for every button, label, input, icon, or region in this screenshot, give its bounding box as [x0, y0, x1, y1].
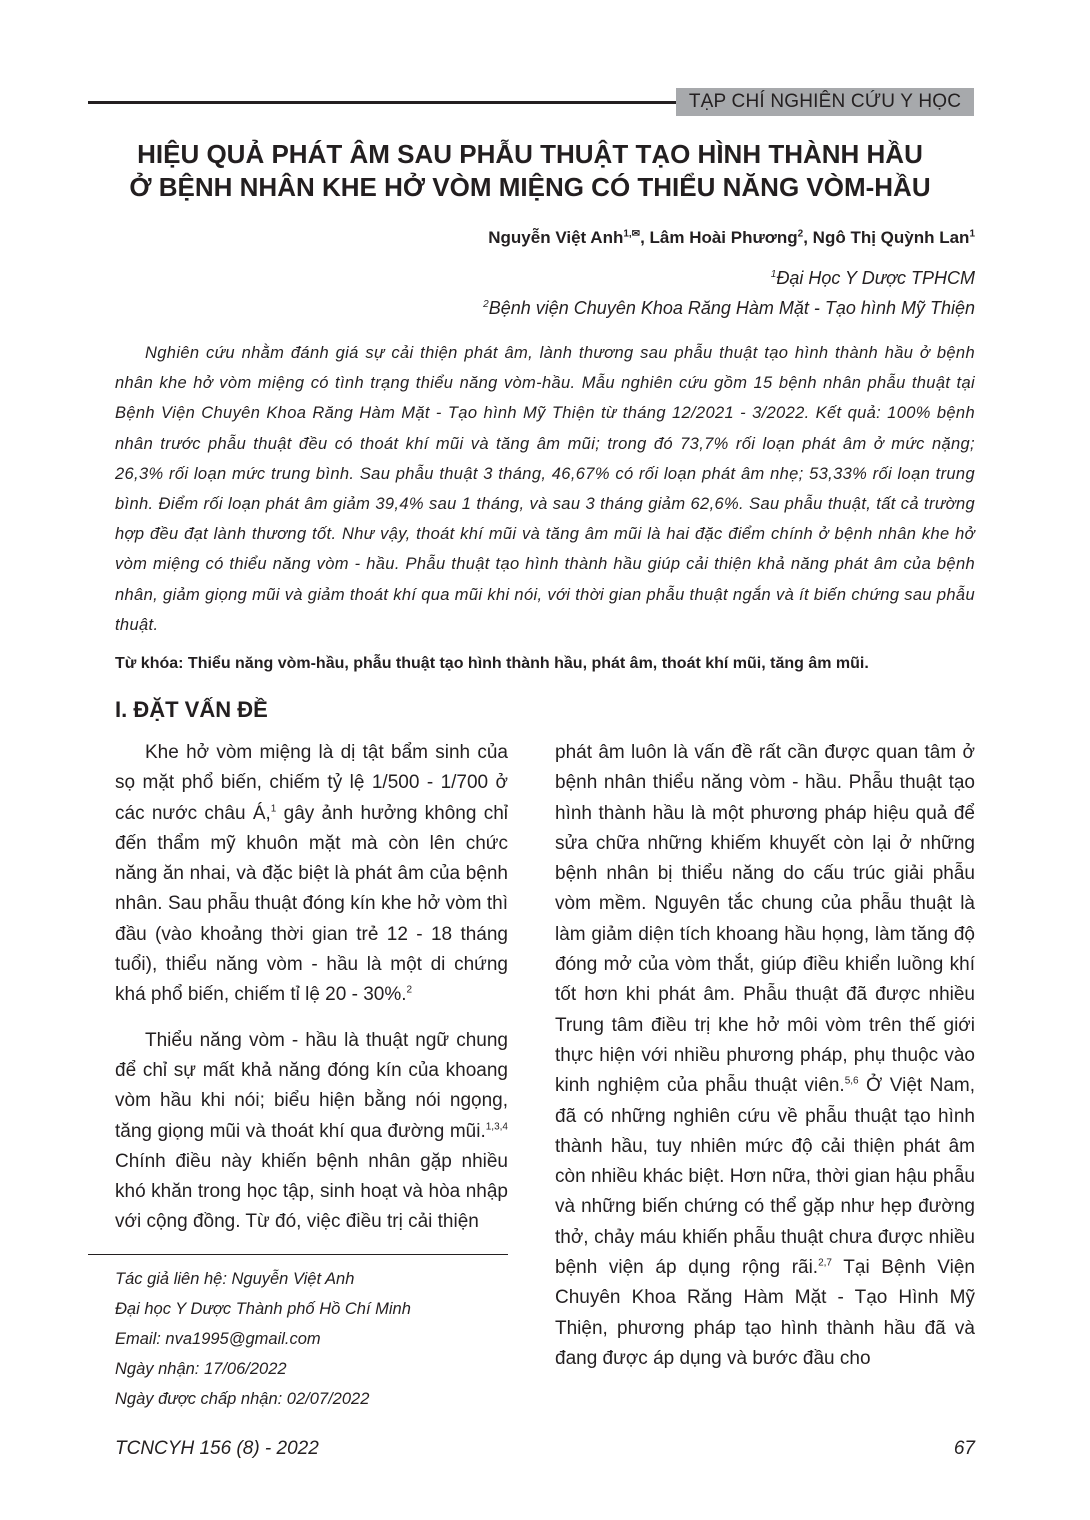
text: Khe hở vòm miệng là dị tật bẩm sinh của sọ mặt phổ biến, chiếm tỷ lệ 1/500 - 1/700 ở các nước châu Á,	[115, 742, 508, 824]
text: Thiểu năng vòm - hầu là thuật ngữ chung để chỉ sự mất khả năng đóng kín của khoang vòm hầu khi nói; biểu hiện bằng nói ngọng, tăng giọng mũi và thoát khí qua đường mũi.	[115, 1029, 508, 1142]
email: Email: nva1995@gmail.com	[115, 1330, 321, 1348]
journal-name-banner: TẠP CHÍ NGHIÊN CỨU Y HỌC	[676, 88, 974, 116]
corresponding-author: Tác giả liên hệ: Nguyễn Việt Anh	[115, 1270, 355, 1288]
author-affiliation-mark: 2	[797, 228, 804, 240]
affiliation-mark: 2	[483, 299, 489, 310]
footer-journal-issue: TCNCYH 156 (8) - 2022	[115, 1438, 319, 1459]
title-line-2: Ở BỆNH NHÂN KHE HỞ VÒM MIỆNG CÓ THIỂU NĂNG VÒM-HẦU	[129, 172, 931, 202]
paragraph	[555, 738, 975, 1374]
affiliation	[483, 298, 975, 319]
text: phát âm luôn là vấn đề rất cần được quan tâm ở bệnh nhân thiểu năng vòm - hầu. Phẫu thuật tạo hình thành hầu là một phương pháp hiệu quả để sửa chữa những khiếm khuyết còn lại ở những bệnh nhân bị thiểu năng do cấu trúc giải phẫu vòm mềm. Nguyên tắc chung của phẫu thuật là làm giảm diện tích khoang hầu họng, làm tăng độ đóng mở của vòm thắt, giúp điều khiển luồng khí tốt hơn khi phát âm. Phẫu thuật đã được nhiều Trung tâm điều trị khe hở môi vòm trên thế giới thực hiện với nhiều phương pháp, phụ thuộc vào kinh nghiệm của phẫu thuật viên.	[555, 742, 975, 1097]
citation: 1	[270, 803, 277, 815]
article-title	[60, 138, 1000, 204]
institution: Đại học Y Dược Thành phố Hồ Chí Minh	[115, 1300, 411, 1318]
paragraph	[115, 738, 508, 1011]
text: Tại Bệnh Viện Chuyên Khoa Răng Hàm Mặt - Tạo Hình Mỹ Thiện, phương pháp tạo hình thành hầu đã và đang được áp dụng và bước đầu cho	[555, 1257, 975, 1369]
header-rule	[88, 101, 678, 104]
keywords: Từ khóa: Thiểu năng vòm-hầu, phẫu thuật tạo hình thành hầu, phát âm, thoát khí mũi, tăng âm mũi.	[115, 655, 869, 672]
abstract	[115, 338, 975, 640]
paragraph	[115, 1026, 508, 1238]
author-name: Ngô Thị Quỳnh Lan	[812, 228, 970, 247]
affiliation	[771, 268, 975, 289]
footnote-rule	[88, 1254, 508, 1255]
affiliation-text: Bệnh viện Chuyên Khoa Răng Hàm Mặt - Tạo hình Mỹ Thiện	[488, 298, 975, 318]
text: gây ảnh hưởng không chỉ đến thẩm mỹ khuôn mặt mà còn lên chức năng ăn nhai, và đặc biệt là phát âm của bệnh nhân. Sau phẫu thuật đóng kín khe hở vòm thì đầu (vào khoảng thời gian trẻ 12 - 18 tháng tuổi), thiểu năng vòm - hầu là một di chứng khá phổ biến, chiếm tỉ lệ 20 - 30%.	[115, 802, 508, 1006]
accepted-date: Ngày được chấp nhận: 02/07/2022	[115, 1390, 370, 1408]
citation: 1,3,4	[485, 1121, 508, 1133]
text: Chính điều này khiến bệnh nhân gặp nhiều khó khăn trong học tập, sinh hoạt và hòa nhập với cộng đồng. Từ đó, việc điều trị cải thiện	[115, 1150, 508, 1233]
abstract-text: Nghiên cứu nhằm đánh giá sự cải thiện phát âm, lành thương sau phẫu thuật tạo hình thành hầu ở bệnh nhân khe hở vòm miệng có tình trạng thiểu năng vòm-hầu. Mẫu nghiên cứu gồm 15 bệnh nhân phẫu thuật tại Bệnh Viện Chuyên Khoa Răng Hàm Mặt - Tạo hình Mỹ Thiện từ tháng 12/2021 - 3/2022. Kết quả: 100% bệnh nhân trước phẫu thuật đều có thoát khí mũi và tăng âm mũi; trong đó 73,7% rối loạn phát âm ở mức nặng; 26,3% rối loạn mức trung bình. Sau phẫu thuật 3 tháng, 46,67% có rối loạn phát âm nhẹ; 53,33% rối loạn trung bình. Điểm rối loạn phát âm giảm 39,4% sau 1 tháng, và sau 3 tháng giảm 62,6%. Sau phẫu thuật, tất cả trường hợp đều đạt lành thương tốt. Như vậy, thoát khí mũi và tăng âm mũi là hai đặc điểm chính ở bệnh nhân khe hở vòm miệng có thiểu năng vòm - hầu. Phẫu thuật tạo hình thành hầu giúp cải thiện khả năng phát âm của bệnh nhân, giảm giọng mũi và giảm thoát khí qua mũi khi nói, với thời gian phẫu thuật ngắn và ít biến chứng sau phẫu thuật.	[115, 344, 975, 634]
section-heading: I. ĐẶT VẤN ĐỀ	[115, 697, 268, 722]
left-column	[115, 738, 508, 1253]
affiliation-mark: 1	[770, 269, 777, 280]
correspondence-footnote	[115, 1264, 411, 1414]
text: Ở Việt Nam, đã có những nghiên cứu về phẫu thuật tạo hình thành hầu, tuy nhiên mức độ cải thiện phát âm còn nhiều khác biệt. Hơn nữa, thời gian hậu phẫu và những biến chứng có thể gặp như hẹp đường thở, chảy máu khiến phẫu thuật chưa được nhiều bệnh viện áp dụng rộng rãi.	[555, 1075, 976, 1279]
right-column	[555, 738, 975, 1389]
citation: 2	[406, 985, 413, 997]
received-date: Ngày nhận: 17/06/2022	[115, 1360, 287, 1378]
author-name: Nguyễn Việt Anh	[488, 228, 624, 247]
affiliation-text: Đại Học Y Dược TPHCM	[776, 268, 975, 288]
page-number: 67	[953, 1438, 975, 1459]
citation: 2,7	[818, 1257, 832, 1269]
author-affiliation-mark: 1,✉	[623, 228, 641, 240]
author-affiliation-mark: 1	[969, 228, 975, 240]
author-name: Lâm Hoài Phương	[649, 228, 798, 247]
citation: 5,6	[844, 1075, 859, 1087]
author-list: Nguyễn Việt Anh$^{1,✉}$, Lâm Hoài Phương$^2$, Ngô Thị Quỳnh Lan$^1$	[488, 228, 975, 247]
title-line-1: HIỆU QUẢ PHÁT ÂM SAU PHẪU THUẬT TẠO HÌNH THÀNH HẦU	[137, 139, 923, 169]
